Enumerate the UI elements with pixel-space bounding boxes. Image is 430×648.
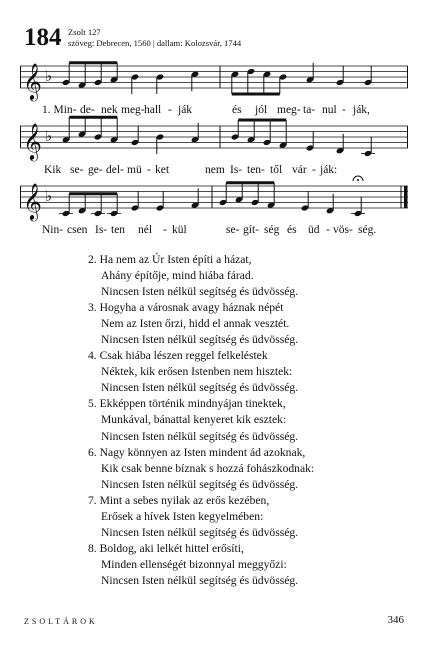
lyric-syllable: Is- [95,224,108,236]
verse-line: Munkával, bánattal kenyeret kik esztek: [101,413,287,427]
verse-3 [88,300,418,348]
verse-line: Erősek a hívek Isten kegyelmében: [101,509,264,523]
final-bar-line-thick [404,186,408,208]
lyric-line-3 [20,224,408,240]
verse-line: 7. Mint a sebes nyilak az erős kezében, [88,493,270,507]
verse-line: Nem az Isten őrzi, hidd el annak vesztét. [101,317,290,331]
verse-line: Néktek, kik erősen Istenben nem hisztek: [101,365,293,379]
verse-line: Nincsen Isten nélkül segítség és üdvösség. [101,285,299,299]
verse-line: Ahány építője, mind hiába fárad. [101,269,254,283]
page-number: 346 [387,614,404,626]
key-signature-flat-icon: ♭ [45,127,53,145]
verse-line: Nincsen Isten nélkül segítség és üdvösség. [101,573,299,587]
text-and-tune-credits: szöveg: Debrecen, 1560 | dallam: Kolozsvár, 1744 [68,37,242,48]
treble-clef-icon: 𝄞 [23,182,42,220]
music-staff-3 [20,178,408,258]
lyric-syllable: nek [101,104,118,116]
lyric-syllable: ség [264,224,280,236]
lyric-syllable: - [312,164,316,176]
verse-line: 2. Ha nem az Úr Isten építi a házat, [88,253,252,266]
verse-line: 8. Boldog, aki lelkét hittel erősíti, [88,541,244,555]
fermata-dot [357,179,359,181]
lyric-syllable: Nin- [42,224,64,236]
verse-line: 3. Hogyha a városnak avagy háznak népét [88,301,284,315]
verse-4 [88,348,418,396]
lyric-syllable: nem [205,164,225,176]
lyric-syllable: csen [67,224,88,236]
hymn-number: 184 [24,24,62,51]
lyric-syllable: meg- [277,104,301,116]
verse-line: Nincsen Isten nélkül segítség és üdvösség. [101,333,299,347]
lyric-syllable: nul [322,104,337,116]
lyric-syllable: ség. [358,224,377,236]
key-signature-flat-icon: ♭ [45,67,53,85]
lyric-syllable: ják [178,104,193,116]
lyric-syllable: kül [172,224,187,236]
treble-clef-icon: 𝄞 [23,62,42,100]
verse-8 [88,541,418,589]
lyric-syllable: - [147,164,151,176]
staff-notation [20,118,408,164]
lyric-syllable: - [326,224,330,236]
verse-line: 5. Ekképpen történik mindnyájan tinektek, [88,397,286,411]
staff-notation [20,178,408,224]
lyric-syllable: és [232,104,242,116]
staff-notation [20,58,408,104]
lyric-syllable: - [168,104,172,116]
verse-7 [88,493,418,541]
lyric-syllable: de- [80,104,95,116]
verse-6 [88,445,418,493]
lyric-syllable: del- [106,164,124,176]
lyric-syllable: mü [127,164,142,176]
verse-2 [88,252,418,300]
lyric-syllable: üd [308,224,320,236]
lyric-syllable: vös- [333,224,353,236]
verse-line: 6. Nagy könnyen az Isten mindent ád azoknak, [88,445,306,459]
lyric-syllable: ta- [303,104,316,116]
verse-line: Minden ellenségét bizonnyal meggyőzi: [101,557,287,571]
lyric-syllable: meg- [121,104,145,116]
lyric-syllable: hall [144,104,162,116]
lyric-syllable: 1. Min- [42,104,77,116]
treble-clef-icon: 𝄞 [23,122,42,160]
lyric-syllable: se- [226,224,240,236]
lyric-syllable: ten- [247,164,265,176]
verse-line: 4. Csak hiába lészen reggel felkeléstek [88,349,268,363]
section-title: ZSOLTÁROK [24,617,98,626]
lyric-syllable: ge- [88,164,103,176]
verse-line: Kik csak benne bíznak s hozzá fohászkodnak: [101,461,315,475]
hymn-meta [68,27,241,48]
lyric-syllable: jól [255,104,268,116]
lyric-syllable: se- [70,164,84,176]
verse-line: Nincsen Isten nélkül segítség és üdvösség. [101,525,299,539]
lyric-syllable: gít- [243,224,259,236]
lyric-syllable: ják, [353,104,370,116]
lyric-syllable: Kik [44,164,62,176]
verses [88,252,418,589]
verse-line: Nincsen Isten nélkül segítség és üdvösség. [101,381,299,395]
lyric-syllable: vár [292,164,307,176]
lyric-syllable: Is- [230,164,243,176]
lyric-syllable: től [270,164,283,176]
lyric-syllable: ják: [320,164,338,176]
lyric-syllable: - [342,104,346,116]
lyric-syllable: és [287,224,297,236]
verse-line: Nincsen Isten nélkül segítség és üdvösség. [101,429,299,443]
key-signature-flat-icon: ♭ [45,187,53,205]
verse-line: Nincsen Isten nélkül segítség és üdvösség. [101,477,299,491]
psalm-reference: Zsolt 127 [68,27,101,37]
verse-5 [88,396,418,444]
lyric-syllable: nél [138,224,153,236]
lyric-syllable: - [163,224,167,236]
lyric-syllable: ten [111,224,126,236]
lyric-syllable: ket [155,164,170,176]
